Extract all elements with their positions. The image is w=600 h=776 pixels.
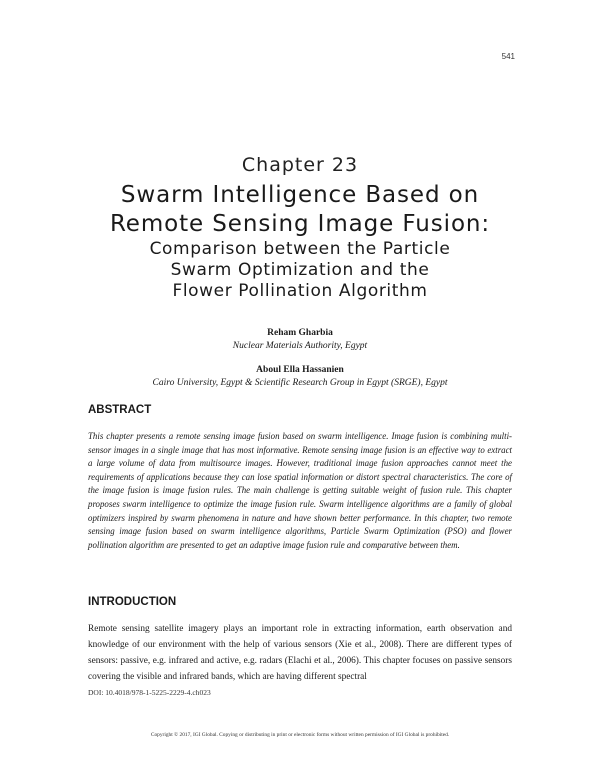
chapter-subtitle-line: Swarm Optimization and the: [170, 260, 430, 280]
chapter-title-line: Swarm Intelligence Based on: [120, 182, 480, 208]
chapter-title-line: Remote Sensing Image Fusion:: [109, 211, 491, 237]
author-name: Reham Gharbia: [267, 328, 333, 338]
chapter-title: [0, 181, 600, 239]
author-block: [0, 364, 600, 390]
abstract-heading: ABSTRACT: [88, 404, 152, 416]
author-affiliation: Cairo University, Egypt & Scientific Research Group in Egypt (SRGE), Egypt: [152, 378, 448, 388]
abstract-text: This chapter presents a remote sensing image fusion based on swarm intelligence. Image fusion is combining multi-sensor images in a single image that has most informative. Remote sensing image fusion is an effective way to extract a large volume of data from multisource images. However, traditional image fusion approaches cannot meet the requirements of applications because they can lose spatial information or distort spectral characteristics. The core of the image fusion is image fusion rules. The main challenge is getting suitable weight of fusion rule. This chapter proposes swarm intelligence to optimize the image fusion rule. Swarm intelligence algorithms are a family of global optimizers inspired by swarm phenomena in nature and have shown better performance. In this chapter, two remote sensing image fusion based on swarm intelligence algorithms, Particle Swarm Optimization (PSO) and flower pollination algorithm are presented to get an adaptive image fusion rule and comparative between them.: [88, 431, 512, 550]
page-number: 541: [501, 52, 515, 61]
chapter-subtitle: [0, 239, 600, 302]
author-affiliation: Nuclear Materials Authority, Egypt: [232, 341, 368, 351]
introduction-heading: INTRODUCTION: [88, 596, 177, 608]
chapter-subtitle-line: Flower Pollination Algorithm: [172, 281, 428, 301]
introduction-text: Remote sensing satellite imagery plays an important role in extracting information, earth observation and knowledge of our environment with the help of various sensors (Xie et al., 2008). There are different types of sensors: passive, e.g. infrared and active, e.g. radars (Elachi et al., 2006). This chapter focuses on passive sensors covering the visible and infrared bands, which are having different spectral: [88, 624, 512, 682]
copyright-notice: Copyright © 2017, IGI Global. Copying or distributing in print or electronic forms without written permission of IGI Global is prohibited.: [150, 732, 450, 738]
chapter-subtitle-line: Comparison between the Particle: [149, 239, 451, 259]
chapter-label: Chapter 23: [241, 154, 359, 176]
author-block: [0, 327, 600, 353]
author-name: Aboul Ella Hassanien: [256, 365, 344, 375]
doi-line: DOI: 10.4018/978-1-5225-2229-4.ch023: [88, 688, 211, 697]
